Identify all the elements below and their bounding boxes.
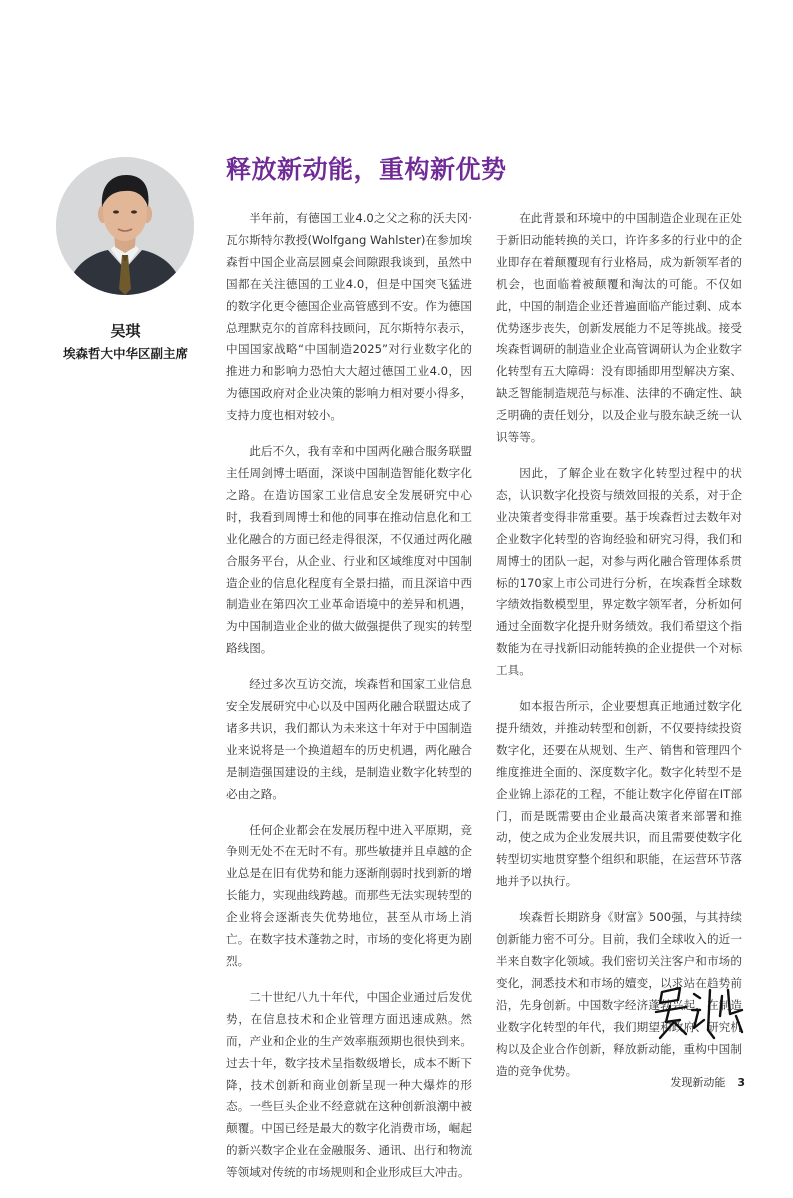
paragraph: 埃森哲长期跻身《财富》500强，与其持续创新能力密不可分。目前，我们全球收入的近一半来自数字化领域。我们密切关注客户和市场的变化，洞悉技术和市场的嬗变，以求站在趋势前沿，先身创新。中国数字经济蓬勃兴起，在制造业数字化转型的年代，我们期望和政府、研究机构以及企业合作创新，释放新动能，重构中国制造的竞争优势。	[496, 910, 742, 1078]
paragraph: 任何企业都会在发展历程中进入平原期，竞争则无处不在无时不有。那些敏捷并且卓越的企业总是在旧有优势和能力逐渐削弱时找到新的增长能力，实现曲线跨越。而那些无法实现转型的企业将会逐渐丧失优势地位，甚至从市场上消亡。在数字技术蓬勃之时，市场的变化将更为剧烈。	[226, 822, 472, 968]
paragraph: 半年前，有德国工业4.0之父之称的沃夫冈·瓦尔斯特尔教授(Wolfgang Wahlster)在参加埃森哲中国企业高层圆桌会间隙跟我谈到，虽然中国都在关注德国的工业4.0，但是中国突飞猛进的数字化更令德国企业高管感到不安。作为德国总理默克尔的首席科技顾问，瓦尔斯特尔表示，中国国家战略“中国制造2025”对行业数字化的推进力和影响力恐怕大大超过德国工业4.0，因为德国政府对企业决策的影响力相对要小得多，支持力度也相对较小。	[226, 211, 472, 423]
right-column	[496, 208, 742, 1096]
paragraph: 二十世纪八九十年代，中国企业通过后发优势，在信息技术和企业管理方面迅速成熟。然而，产业和企业的生产效率瓶颈期也很快到来。过去十年，数字技术呈指数级增长，成本不断下降，技术创新和商业创新呈现一种大爆炸的形态。一些巨头企业不经意就在这种创新浪潮中被颠覆。中国已经是最大的数字化消费市场，崛起的新兴数字企业在金融服务、通讯、出行和物流等领域对传统的市场规则和企业形成巨大冲击。	[226, 989, 472, 1180]
paragraph: 经过多次互访交流，埃森哲和国家工业信息安全发展研究中心以及中国两化融合联盟达成了诸多共识，我们都认为未来这十年对于中国制造业来说将是一个换道超车的历史机遇，两化融合是制造强国建设的主线，是制造业数字化转型的必由之路。	[226, 677, 472, 801]
footer-section-title: 发现新动能	[670, 1076, 726, 1089]
person-name: 吴琪	[110, 322, 141, 340]
paragraph: 在此背景和环境中的中国制造企业现在正处于新旧动能转换的关口，许许多多的行业中的企业即存在着颠覆现有行业格局，成为新领军者的机会，也面临着被颠覆和淘汰的可能。不仅如此，中国的制造企业还普遍面临产能过剩、成本优势逐步丧失，创新发展能力不足等挑战。接受埃森哲调研的制造业企业高管调研认为企业数字化转型有五大障碍：没有即插即用型解决方案、缺乏智能制造规范与标准、法律的不确定性、缺乏明确的责任划分，以及企业与股东缺乏统一认识等等。	[496, 211, 742, 445]
left-column	[226, 208, 472, 1198]
signature-icon	[650, 976, 750, 1048]
portrait-photo	[56, 157, 194, 295]
paragraph: 此后不久，我有幸和中国两化融合服务联盟主任周剑博士晤面，深谈中国制造智能化数字化之路。在造访国家工业信息安全发展研究中心时，我看到周博士和他的同事在推动信息化和工业化融合的方面已经走得很深，不仅通过两化融合服务平台，从企业、行业和区域维度对中国制造企业的信息化程度有全景扫描，而且深谙中西制造业在第四次工业革命语境中的差异和机遇，为中国制造业企业的做大做强提供了现实的转型路线图。	[226, 444, 472, 656]
article-title: 释放新动能，重构新优势	[226, 155, 507, 184]
handwritten-signature	[650, 976, 750, 1048]
page-footer	[670, 1074, 745, 1090]
page-number: 3	[737, 1076, 745, 1089]
paragraph: 因此，了解企业在数字化转型过程中的状态，认识数字化投资与绩效回报的关系，对于企业决策者变得非常重要。基于埃森哲过去数年对企业数字化转型的咨询经验和研究习得，我们和周博士的团队一起，对参与两化融合管理体系贯标的170家上市公司进行分析，在埃森哲全球数字绩效指数模型里，界定数字领军者，分析如何通过全面数字化提升财务绩效。我们希望这个指数能为在寻找新旧动能转换的企业提供一个对标工具。	[496, 465, 742, 678]
paragraph: 如本报告所示，企业要想真正地通过数字化提升绩效，并推动转型和创新，不仅要持续投资数字化，还要在从规划、生产、销售和管理四个维度推进全面的、深度数字化。数字化转型不是企业锦上添花的工程，不能让数字化停留在IT部门，而是既需要由企业最高决策者来部署和推动，使之成为企业发展共识，而且需要使数字化转型切实地贯穿整个组织和职能，在运营环节落地并予以执行。	[496, 699, 742, 889]
portrait-illustration	[56, 157, 194, 295]
person-title: 埃森哲大中华区副主席	[62, 346, 188, 361]
